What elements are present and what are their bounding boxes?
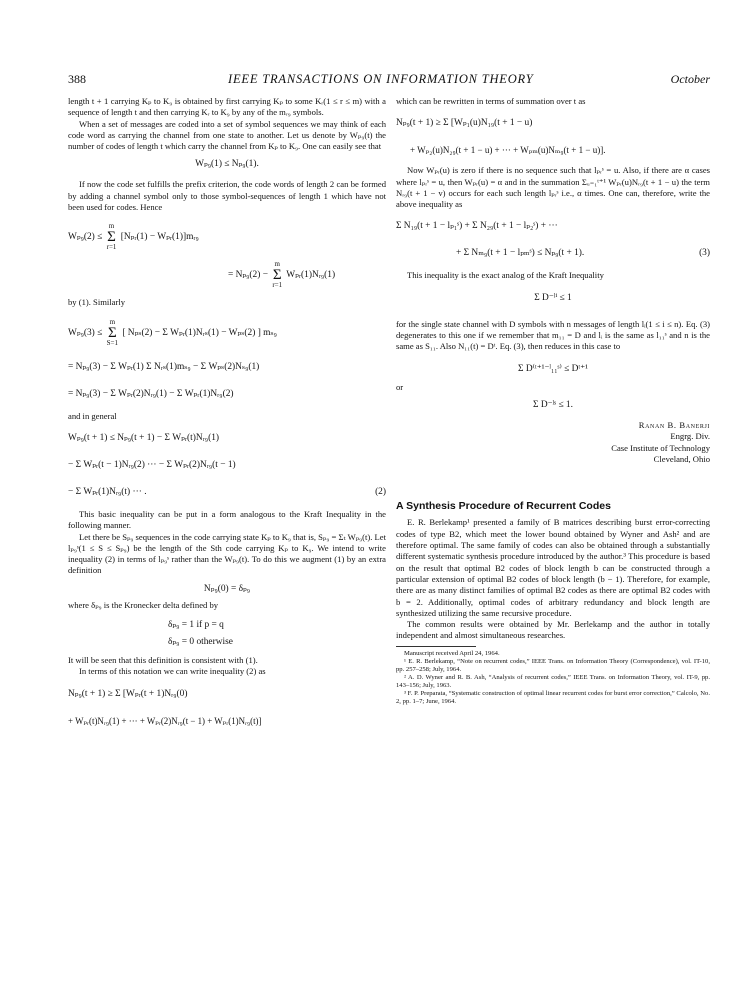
footnote: ¹ E. R. Berlekamp, “Note on recurrent codes,” IEEE Trans. on Information Theory (Correspondence), vol. IT-10, pp. 257–258; July, 1964. [396, 657, 710, 673]
equation-7a: Nₚ₉(t + 1) ≥ Σ [Wₚᵣ(t + 1)Nᵣ₉(0) [68, 688, 188, 699]
footnote: ³ F. P. Preparata, “Systematic construction of optimal linear recurrent codes for burst error correction,” Calcolo, No. 2, pp. 1–7; June, 1964. [396, 689, 710, 705]
paragraph: This basic inequality can be put in a form analogous to the Kraft Inequality in the following manner. [68, 508, 386, 531]
paragraph: by (1). Similarly [68, 297, 126, 308]
equation-1: Wₚ₉(1) ≤ Nₚ₉(1). [195, 159, 259, 170]
equation-r4: Σ D⁽ᵗ⁺¹⁻ˡ₁₁ˢ⁾ ≤ Dᵗ⁺¹ [518, 363, 588, 374]
left-column [68, 96, 386, 728]
section-title: A Synthesis Procedure of Recurrent Codes [396, 500, 611, 513]
equation-7b: + Wₚᵣ(t)Nᵣ₉(1) + ··· + Wₚᵣ(2)Nᵣ₉(t − 1) + Wₚᵣ(1)Nᵣ₉(t)] [68, 715, 262, 726]
footnote-rule [396, 646, 476, 647]
journal-title: IEEE TRANSACTIONS ON INFORMATION THEORY [228, 72, 534, 86]
paragraph: or [396, 381, 404, 392]
equation-r5: Σ D⁻ˡˢ ≤ 1. [533, 399, 573, 410]
paragraph: E. R. Berlekamp¹ presented a family of B matrices describing burst error-correcting codes of type B2, which meet the lower bound obtained by Wyner and Ash² and are therefore optimal. The same family of codes can also be obtained through a substantially different systematic synthesis procedure introduced by the author.³ This procedure is based on the result that optimal B2 codes of block length b can be constructed through a particular extension of optimal B2 codes of block length (b − 1). Therefore, for example, there are as many distinct families of optimal B2 codes as there are optimal B2 codes with b = 2. Additionally, optimal codes of arbitrary redundancy and block length are synthesized utilizing the same recursive procedure. [396, 517, 710, 618]
equation-4c: − Σ Wₚᵣ(1)Nᵣ₉(t) ··· . (2) [68, 486, 386, 497]
page-number: 388 [68, 72, 86, 86]
equation-4a: Wₚ₉(t + 1) ≤ Nₚ₉(t + 1) − Σ Wₚᵣ(t)Nᵣ₉(1) [68, 432, 220, 443]
paragraph: In terms of this notation we can write inequality (2) as [79, 666, 266, 677]
paragraph: When a set of messages are coded into a set of symbol sequences we may think of each code word as carrying the channel from one state to another. Let us denote by Wₚ₉(t) the number of codes of length t which carry the channel from Kₚ to K₉. One can easily see that [68, 118, 386, 152]
equation-6a: δₚ₉ = 1 if p = q [168, 620, 224, 631]
paragraph: This inequality is the exact analog of the Kraft Inequality [407, 270, 604, 281]
running-header [68, 72, 710, 90]
paragraph: It will be seen that this definition is consistent with (1). [68, 655, 258, 666]
footnote: Manuscript received April 24, 1964. [404, 649, 500, 657]
equation-5: Nₚ₉(0) = δₚ₉ [203, 583, 251, 594]
paragraph: which can be rewritten in terms of summation over t as [396, 96, 586, 106]
equation-number: (2) [375, 486, 386, 497]
equation-r1b: + Wₚ₂(u)N₂₉(t + 1 − u) + ··· + Wₚₘ(u)Nₘ₉(t + 1 − u)]. [410, 145, 606, 156]
paragraph: where δₚ₉ is the Kronecker delta defined by [68, 599, 219, 610]
equation-r2a: Σ N₁₉(t + 1 − lₚ₁ˢ) + Σ N₂₉(t + 1 − lₚ₂ˢ) + ··· [396, 221, 558, 232]
footnote: ² A. D. Wyner and R. B. Ash, “Analysis of recurrent codes,” IEEE Trans. on Information Theory, vol. IT-9, pp. 143–156; July, 1963. [396, 673, 710, 689]
equation-3a: Wₚ₉(3) ≤ m Σ S=1 [ Nₚₛ(2) − Σ Wₚᵣ(1)Nᵣₛ(1) − Wₚₛ(2) ] mₛ₉ [68, 317, 277, 347]
equation-r2b: + Σ Nₘ₉(t + 1 − lₚₘˢ) ≤ Nₚ₉(t + 1). (3) [456, 248, 710, 259]
paragraph: and in general [68, 410, 117, 421]
equation-4b: − Σ Wₚᵣ(t − 1)Nᵣ₉(2) ··· − Σ Wₚᵣ(2)Nᵣ₉(t − 1) [68, 459, 236, 470]
equation-2a: Wₚ₉(2) ≤ m Σ r=1 [Nₚᵣ(1) − Wₚᵣ(1)]mᵣ₉ [68, 222, 199, 252]
paragraph: The common results were obtained by Mr. Berlekamp and the author in totally independent and almost simultaneous researches. [396, 619, 710, 641]
issue-month: October [670, 72, 710, 86]
equation-3b: = Nₚ₉(3) − Σ Wₚᵣ(1) Σ Nᵣₛ(1)mₛ₉ − Σ Wₚₛ(2)Nₛ₉(1) [68, 361, 260, 372]
equation-6b: δₚ₉ = 0 otherwise [168, 637, 233, 648]
author-signature: Ranan B. Banerji Engrg. Div. Case Institute of Technology Cleveland, Ohio [611, 419, 710, 464]
equation-kraft: Σ D⁻ˡⁱ ≤ 1 [534, 292, 572, 303]
footnotes [396, 650, 710, 706]
paragraph: Let there be Sₚ₉ sequences in the code carrying state Kₚ to K₉ that is, Sₚ₉ = Σₜ Wₚ₉(t). Let lₚ₉ˢ(1 ≤ S ≤ Sₚ₉) be the length of the Sth code carrying Kₚ to K₉. We intend to write inequality (2) in terms of lₚ₉ˢ rather than the Wₚ₉(t). To do this we augment (1) by an extra definition [68, 531, 386, 576]
right-column [396, 96, 710, 706]
paragraph: If now the code set fulfills the prefix criterion, the code words of length 2 can be formed by adding a channel symbol only to those symbol-sequences of length 1 which have not been used for codes. Hence [68, 179, 386, 213]
equation-number: (3) [699, 248, 710, 259]
equation-2b: = Nₚ₉(2) − m Σ r=1 Wₚᵣ(1)Nᵣ₉(1) [228, 260, 336, 290]
paragraph: length t + 1 carrying Kₚ to K₉ is obtained by first carrying Kₚ to some Kᵣ(1 ≤ r ≤ m) with a sequence of length t and then carrying Kᵣ to K₉ by any of the mᵣ₉ symbols. [68, 96, 386, 118]
equation-3c: = Nₚ₉(3) − Σ Wₚᵣ(2)Nᵣ₉(1) − Σ Wₚᵣ(1)Nᵣ₉(2) [68, 388, 234, 399]
equation-r1a: Nₚ₉(t + 1) ≥ Σ [Wₚ₁(u)N₁₉(t + 1 − u) [396, 118, 533, 129]
paragraph: for the single state channel with D symbols with n messages of length lᵢ(1 ≤ i ≤ n). Eq. (3) degenerates to this one if we remember that m₁₁ = D and lᵢ is the same as l₁₁ˢ and n is the same as S₁₁. Also N₁₁(t) = Dᵗ. Eq. (3), then reduces in this case to [396, 318, 710, 352]
paragraph: Now Wₚᵣ(u) is zero if there is no sequence such that lₚᵣˢ = u. Also, if there are α cases where lₚᵣˢ = u, then Wₚᵣ(u) = α and in the summation Σᵤ₌₁ᵗ⁺¹ Wₚᵣ(u)Nᵣ₉(t + 1 − u) the term Nᵣ₉(t + 1 − v) occurs for each such length lₚᵣˢ i.e., α times. One can, therefore, write the above inequality as [396, 165, 710, 210]
